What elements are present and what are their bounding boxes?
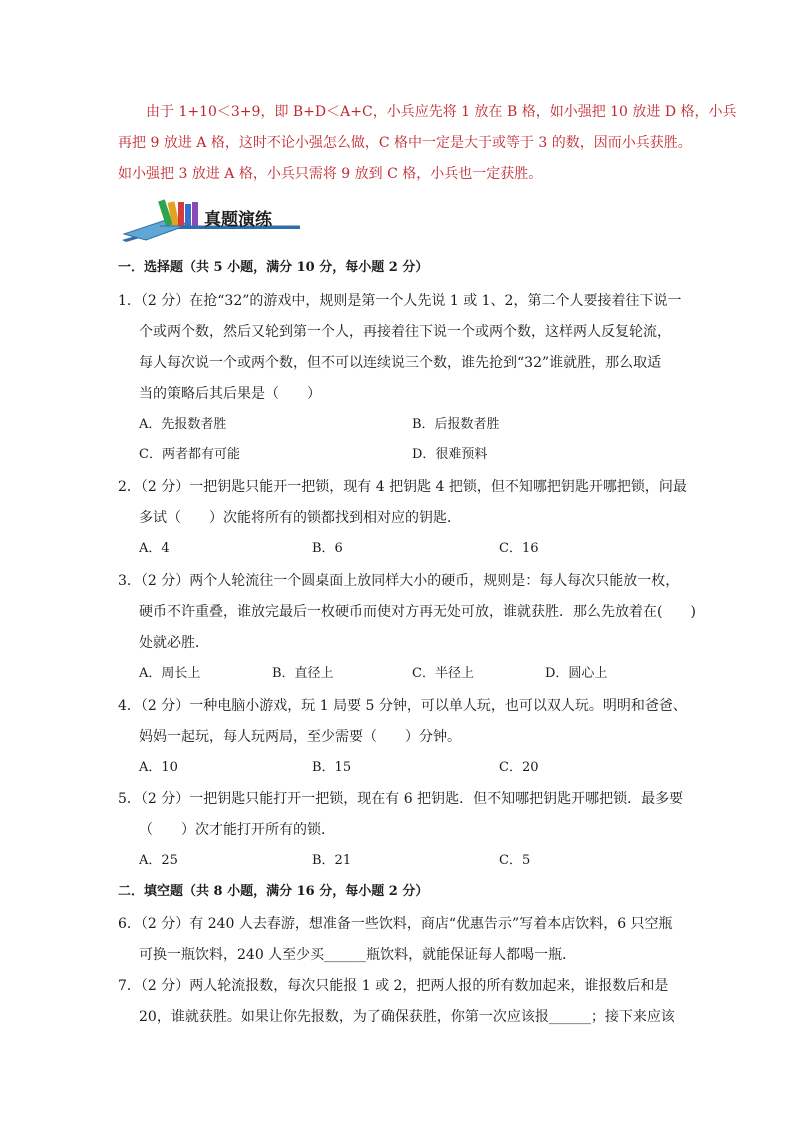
solution-line-3: 如小强把 3 放进 A 格，小兵只需将 9 放到 C 格，小兵也一定获胜。 — [118, 166, 543, 182]
question-5-option-a[interactable]: A．25 — [139, 853, 178, 868]
question-1-option-d[interactable]: D．很难预料 — [412, 447, 488, 462]
question-2-line-2: 多试（ ）次能将所有的锁都找到相对应的钥匙． — [139, 510, 461, 526]
question-4-option-a[interactable]: A．10 — [139, 760, 178, 775]
solution-line-1: 由于 1+10＜3+9，即 B+D＜A+C，小兵应先将 1 放在 B 格，如小强把 10 放进 D 格，小兵 — [146, 104, 737, 120]
question-4-option-b[interactable]: B．15 — [312, 760, 352, 775]
question-3-line-1: 3．（2 分）两个人轮流往一个圆桌面上放同样大小的硬币，规则是：每人每次只能放一枚， — [118, 573, 680, 589]
question-1-line-1: 1．（2 分）在抢“32”的游戏中，规则是第一个人先说 1 或 1、2，第二个人要接着往下说一 — [118, 293, 682, 309]
question-4-line-1: 4．（2 分）一种电脑小游戏，玩 1 局要 5 分钟，可以单人玩，也可以双人玩。明明和爸爸、 — [118, 698, 687, 714]
question-3-option-a[interactable]: A．周长上 — [139, 666, 201, 681]
question-3-option-d[interactable]: D．圆心上 — [545, 666, 608, 681]
question-1-option-a[interactable]: A．先报数者胜 — [139, 417, 227, 432]
section-heading-choice: 一．选择题（共 5 小题，满分 10 分，每小题 2 分） — [118, 260, 429, 275]
question-6-line-1: 6．（2 分）有 240 人去春游，想准备一些饮料，商店“优惠告示”写着本店饮料，6 只空瓶 — [118, 916, 673, 932]
question-6-line-2: 可换一瓶饮料，240 人至少买______瓶饮料，就能保证每人都喝一瓶． — [139, 947, 577, 963]
question-1-line-4: 当的策略后其后果是（ ） — [139, 386, 321, 402]
question-3-option-b[interactable]: B．直径上 — [272, 666, 334, 681]
question-1-line-3: 每人每次说一个或两个数，但不可以连续说三个数，谁先抢到“32”谁就胜，那么取适 — [139, 355, 662, 371]
question-1-line-2: 个或两个数，然后又轮到第一个人，再接着往下说一个或两个数，这样两人反复轮流， — [139, 324, 671, 340]
question-1-option-c[interactable]: C．两者都有可能 — [139, 447, 240, 462]
question-3-line-2: 硬币不许重叠，谁放完最后一枚硬币而使对方再无处可放，谁就获胜．那么先放着在( ) — [139, 604, 696, 620]
question-2-line-1: 2．（2 分）一把钥匙只能开一把锁，现有 4 把钥匙 4 把锁，但不知哪把钥匙开哪把锁，问最 — [118, 479, 687, 495]
question-5-line-1: 5．（2 分）一把钥匙只能打开一把锁，现在有 6 把钥匙．但不知哪把钥匙开哪把锁．最多要 — [118, 791, 684, 807]
question-2-option-a[interactable]: A．4 — [139, 541, 170, 556]
question-4-option-c[interactable]: C．20 — [499, 760, 539, 775]
question-3-option-c[interactable]: C．半径上 — [412, 666, 474, 681]
question-1-option-b[interactable]: B．后报数者胜 — [412, 417, 500, 432]
section-heading-fill: 二．填空题（共 8 小题，满分 16 分，每小题 2 分） — [118, 884, 429, 899]
question-2-option-c[interactable]: C．16 — [499, 541, 539, 556]
question-3-line-3: 处就必胜． — [139, 635, 209, 651]
question-7-line-2: 20，谁就获胜。如果让你先报数，为了确保获胜，你第一次应该报______；接下来应该 — [139, 1009, 675, 1025]
question-5-option-b[interactable]: B．21 — [312, 853, 352, 868]
question-5-option-c[interactable]: C．5 — [499, 853, 531, 868]
question-2-option-b[interactable]: B．6 — [312, 541, 343, 556]
question-4-line-2: 妈妈一起玩，每人玩两局，至少需要（ ）分钟。 — [139, 729, 461, 745]
section-banner-title: 真题演练 — [204, 210, 272, 230]
question-5-line-2: （ ）次才能打开所有的锁． — [139, 822, 335, 838]
question-7-line-1: 7．（2 分）两人轮流报数，每次只能报 1 或 2，把两人报的所有数加起来，谁报数后和是 — [118, 978, 669, 994]
solution-line-2: 再把 9 放进 A 格，这时不论小强怎么做，C 格中一定是大于或等于 3 的数，因而小兵获胜。 — [118, 135, 692, 151]
